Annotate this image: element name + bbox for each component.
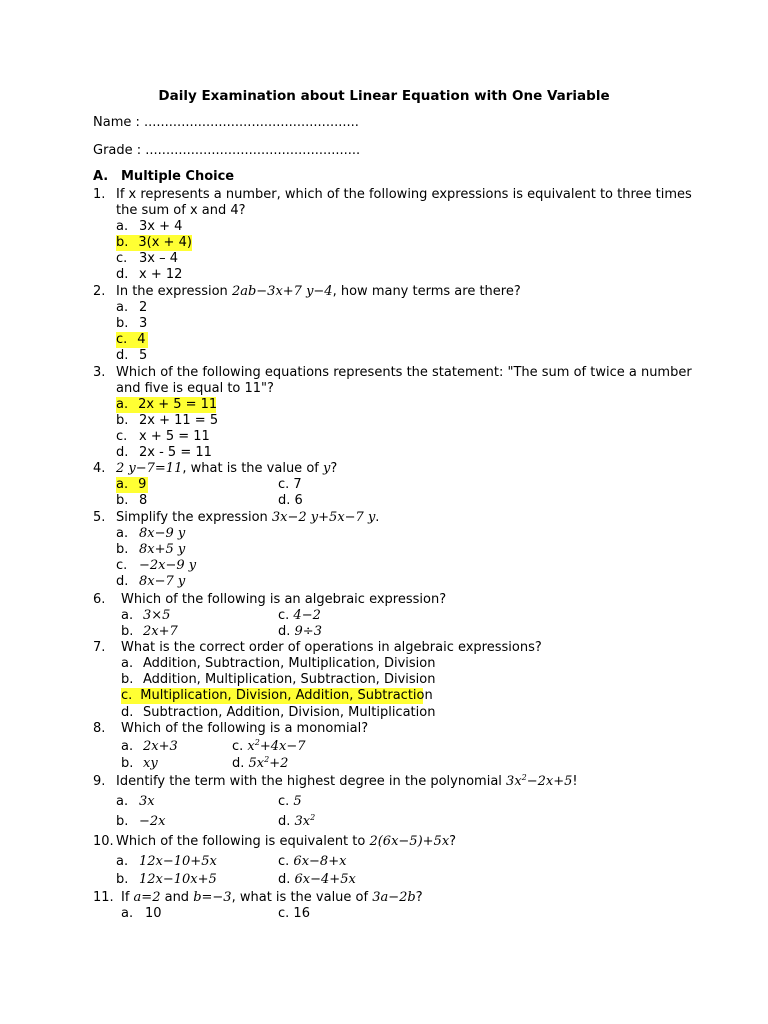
option-label: d. [116,574,129,589]
question-text: Which of the following equations represents the statement: "The sum of twice a number [116,365,692,380]
option-item: d. 6x−4+5x [278,872,356,887]
question-text-cont: the sum of x and 4? [116,203,246,218]
highlighted-answer [116,397,216,413]
math-expression: $3x^2-2x+5$ [506,773,573,789]
option-text: x + 5 = 11 [139,429,210,444]
option-text: −2x−9 y [139,558,197,573]
option-label: d. [116,348,129,363]
option-text: Addition, Subtraction, Multiplication, Division [143,656,436,671]
option-label: b. [121,756,134,771]
option-item: c. 5 [278,794,302,809]
option-label: b. [116,872,129,887]
option-text: 5 [139,348,148,363]
question-number: 9. [93,774,106,789]
option-text: 2x - 5 = 11 [139,445,212,460]
math-expression: 2ab−3x+7 y−4 [231,284,333,299]
option-text: 8 [139,493,148,508]
option-label: a. [116,854,129,869]
grade-line: Grade : .................................................... [93,143,361,158]
option-text: −2x [139,814,166,829]
highlighted-answer [116,235,192,251]
option-label: b. [121,624,134,639]
option-label: b. [116,542,129,557]
option-label: a. [116,397,129,412]
option-label: b. [116,235,129,250]
option-text: Addition, Multiplication, Subtraction, Division [143,672,436,687]
option-text: 9 [138,477,147,492]
question-text: Which of the following is an algebraic expression? [121,592,447,607]
option-item: d. 9÷3 [278,624,322,639]
option-label: a. [116,219,129,234]
option-text: 8x−7 y [139,574,186,589]
question-text: If x represents a number, which of the following expressions is equivalent to three times [116,187,692,202]
question-text: 2 y−7=11, what is the value of y? [116,461,338,476]
option-label: c. [116,558,128,573]
question-text-cont: and five is equal to 11"? [116,381,274,396]
option-text: Multiplication, Division, Addition, Subtraction [140,688,433,703]
option-text: 12x−10x+5 [139,872,217,887]
option-label: a. [116,300,129,315]
question-text: If a=2 and b=−3, what is the value of 3a−2b? [121,890,423,905]
question-number: 2. [93,284,106,299]
option-text: 2 [139,300,148,315]
section-title: Multiple Choice [121,169,235,184]
option-label: b. [116,814,129,829]
question-number: 10. [93,834,114,849]
question-text: Which of the following is equivalent to 2(6x−5)+5x? [116,834,457,849]
question-number: 1. [93,187,106,202]
option-text: 3(x + 4) [138,235,192,250]
section-letter: A. [93,169,109,184]
option-text: 2x + 5 = 11 [138,397,218,412]
highlighted-answer [116,332,148,348]
option-text: 10 [145,906,162,921]
option-label: c. [116,332,128,347]
question-text: What is the correct order of operations in algebraic expressions? [121,640,542,655]
option-text: 2x+7 [143,624,178,639]
question-number: 7. [93,640,106,655]
math-expression: 2 y−7=11 [116,461,183,476]
option-label: c. [116,429,128,444]
question-text: In the expression 2ab−3x+7 y−4, how many terms are there? [116,284,521,299]
option-item: d. 6 [278,493,303,508]
option-text: 3x – 4 [139,251,178,266]
option-text: Subtraction, Addition, Division, Multiplication [143,705,436,720]
option-text: 8x+5 y [139,542,186,557]
question-number: 11. [93,890,114,905]
question-text: Simplify the expression 3x−2 y+5x−7 y. [116,510,380,525]
question-number: 6. [93,592,106,607]
option-label: a. [121,739,134,754]
math-expression: 3x−2 y+5x−7 y [271,510,376,525]
math-expression: 2(6x−5)+5x [369,834,450,849]
question-number: 8. [93,721,106,736]
option-item: c. 16 [278,906,310,921]
option-text: 4 [137,332,146,347]
option-item: c. 7 [278,477,302,492]
question-number: 4. [93,461,106,476]
option-label: d. [116,267,129,282]
option-label: b. [116,316,129,331]
option-label: a. [121,608,134,623]
option-item: c. 4−2 [278,608,321,623]
option-label: b. [121,672,134,687]
option-text: 8x−9 y [139,526,186,541]
option-item: d. $5x^2+2$ [232,755,289,771]
question-text: Identify the term with the highest degree in the polynomial $3x^2-2x+5$! [116,773,578,789]
question-number: 5. [93,510,106,525]
highlighted-answer [116,477,148,493]
option-item: d. $3x^2$ [278,813,316,829]
option-label: c. [116,251,128,266]
question-number: 3. [93,365,106,380]
page-title: Daily Examination about Linear Equation with One Variable [158,88,610,104]
option-item: c. $x^2+4x-7$ [232,738,306,754]
option-text: 2x+3 [143,739,178,754]
option-text: 12x−10+5x [139,854,217,869]
option-label: c. [121,688,133,703]
name-line: Name : .................................................... [93,115,359,130]
highlighted-answer [121,688,433,704]
option-label: a. [116,477,129,492]
question-text: Which of the following is a monomial? [121,721,369,736]
option-item: c. 6x−8+x [278,854,347,869]
option-label: a. [116,526,129,541]
option-text: xy [143,756,158,771]
option-label: d. [121,705,134,720]
option-label: a. [116,794,129,809]
option-label: b. [116,413,129,428]
option-text: 2x + 11 = 5 [139,413,219,428]
option-label: b. [116,493,129,508]
option-text: x + 12 [139,267,183,282]
option-text: 3×5 [143,608,171,623]
option-text: 3x + 4 [139,219,183,234]
option-label: d. [116,445,129,460]
option-text: 3x [139,794,155,809]
option-label: a. [121,656,134,671]
option-text: 3 [139,316,148,331]
option-label: a. [121,906,134,921]
